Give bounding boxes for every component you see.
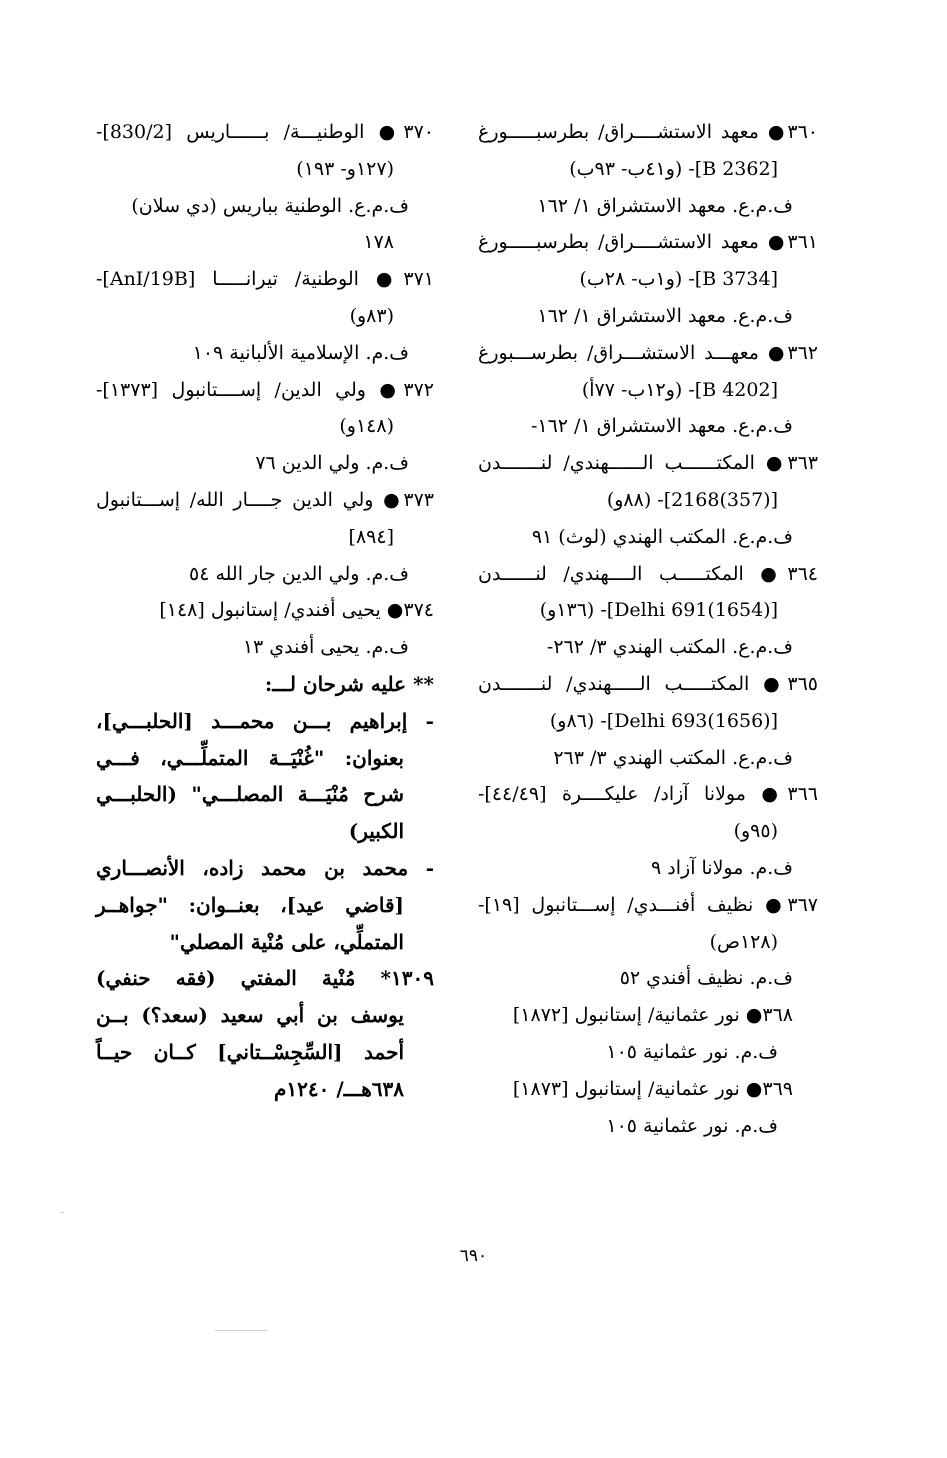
text-line: ف.م. يحيى أفندي ١٣ bbox=[242, 636, 409, 659]
text-line: ف.م. ولي الدين جار الله ٥٤ bbox=[188, 562, 409, 585]
text-line: ٣٦١● معهد الاستشــــراق/ بطرسبـــــورغ bbox=[478, 231, 818, 254]
text-line: ف.م.ع. المكتب الهندي (لوث) ٩١ bbox=[531, 525, 793, 548]
text-line: [٨٩٤] bbox=[348, 525, 394, 548]
text-line: ٣٦٧● نظيف أفنـــدي/ إســـتانبول [١٩]- bbox=[478, 893, 818, 916]
text-line: بعنوان: "غُنْيَــة المتملِّـــي، فـــي bbox=[96, 745, 404, 770]
text-line: ٦٣٨هـــ/ ١٢٤٠م bbox=[274, 1076, 404, 1101]
text-line: [B 4202]- (و١٢ب- ٧٧أ) bbox=[581, 378, 778, 401]
text-line: المتملِّي، على مُنْية المصلي" bbox=[169, 929, 404, 954]
text-line: [قاضي عيد]، بعنــوان: "جواهــر bbox=[96, 892, 404, 917]
text-line: (١٢٧و- ١٩٣) bbox=[296, 157, 394, 180]
text-line: ** عليه شرحان لـــ: bbox=[264, 671, 434, 696]
text-line: ٣٦٠● معهد الاستشــــراق/ بطرسبـــــورغ bbox=[478, 121, 818, 143]
text-line: [B 3734]- (و١ب- ٢٨ب) bbox=[579, 268, 778, 291]
text-line: ٣٦٨● نور عثمانية/ إستانبول [١٨٧٢] bbox=[512, 1004, 793, 1027]
left-column bbox=[96, 114, 434, 1108]
text-line: ف.م. الإسلامية الألبانية ١٠٩ bbox=[192, 341, 409, 364]
text-line: ٣٧١● الوطنية/ تيرانـــــا [AnI/19B]- bbox=[96, 268, 434, 291]
text-line: [B 2362]- (و٤١ب- ٩٣ب) bbox=[569, 157, 778, 180]
text-line: ف.م. نور عثمانية ١٠٥ bbox=[606, 1114, 778, 1137]
text-line: ف.م. مولانا آزاد ٩ bbox=[651, 856, 793, 879]
text-line: يوسف بن أبي سعيد (سعد؟) بــن bbox=[96, 1003, 404, 1028]
text-line: ٣٦٣● المكتــــــب الــــــهندي/ لنـــــــدن bbox=[478, 452, 818, 475]
text-line: [(1656)Delhi 693]- (٨٦و) bbox=[549, 709, 778, 732]
text-line: ف.م.ع. المكتب الهندي ٣/ ٢٦٣ bbox=[553, 746, 793, 769]
scan-mark-bottom bbox=[215, 1330, 267, 1331]
page-number: ٦٩٠ bbox=[459, 1246, 488, 1266]
text-line: ف.م.ع. معهد الاستشراق ١/ ١٦٢- bbox=[530, 415, 793, 438]
text-line: - إبراهيم بـــن محمـــد [الحلبـــي]، bbox=[96, 708, 434, 733]
text-line: ف.م.ع. معهد الاستشراق ١/ ١٦٢ bbox=[537, 194, 793, 217]
scan-mark-left bbox=[60, 1212, 64, 1213]
text-line: أحمد [السِّجِسْــتاني] كــان حيــاً bbox=[96, 1039, 404, 1064]
text-line: ف.م.ع. معهد الاستشراق ١/ ١٦٢ bbox=[537, 304, 793, 327]
text-line: شرح مُنْيَـــة المصلـــي" (الحلبـــي bbox=[96, 782, 404, 807]
text-line: الكبير) bbox=[348, 819, 404, 844]
text-line: ف.م.ع. المكتب الهندي ٣/ ٢٦٢- bbox=[546, 636, 793, 659]
text-line: ٣٧٣● ولي الدين جــــار الله/ إســـتانبول bbox=[96, 488, 434, 511]
text-line: ٣٧٠● الوطنيـــة/ بــــــاريس [830/2]- bbox=[96, 121, 434, 143]
text-line: ٣٦٤● المكتـــــب الــــهندي/ لنــــــدن bbox=[478, 562, 818, 585]
text-line: (١٤٨و) bbox=[339, 415, 394, 438]
text-line: ٣٦٥● المكتـــــب الـــــهندي/ لنـــــــدن bbox=[478, 672, 818, 695]
text-line: (١٢٨ص) bbox=[709, 930, 778, 953]
text-line: ٣٦٦● مولانا آزاد/ عليكــــرة [٤٤/٤٩]- bbox=[478, 783, 818, 806]
text-line: ٣٦٩● نور عثمانية/ إستانبول [١٨٧٣] bbox=[512, 1077, 793, 1100]
text-line: [(357)2168]- (٨٨و) bbox=[606, 488, 778, 511]
text-line: ١٣٠٩* مُنْية المفتي (فقه حنفي) bbox=[96, 966, 434, 991]
text-line: [(1654)Delhi 691]- (١٣٦و) bbox=[539, 599, 778, 622]
text-line: - محمد بن محمد زاده، الأنصـــاري bbox=[96, 855, 434, 880]
text-line: ف.م. نظيف أفندي ٥٢ bbox=[619, 967, 793, 990]
text-line: ٣٧٤● يحيى أفندي/ إستانبول [١٤٨] bbox=[159, 599, 434, 622]
text-line: ١٧٨ bbox=[363, 231, 394, 254]
text-line: ف.م.ع. الوطنية بباريس (دي سلان) bbox=[131, 194, 409, 217]
text-line: ف.م. ولي الدين ٧٦ bbox=[255, 452, 409, 475]
right-column bbox=[478, 114, 818, 1144]
text-line: ٣٦٢● معهـــد الاستشـــراق/ بطرســـبورغ bbox=[478, 341, 818, 364]
text-line: (٩٥و) bbox=[733, 820, 778, 843]
text-line: ف.م. نور عثمانية ١٠٥ bbox=[606, 1040, 778, 1063]
text-line: ٣٧٢● ولي الدين/ إســــتانبول [١٣٧٣]- bbox=[96, 378, 434, 401]
text-line: (٨٣و) bbox=[349, 304, 394, 327]
